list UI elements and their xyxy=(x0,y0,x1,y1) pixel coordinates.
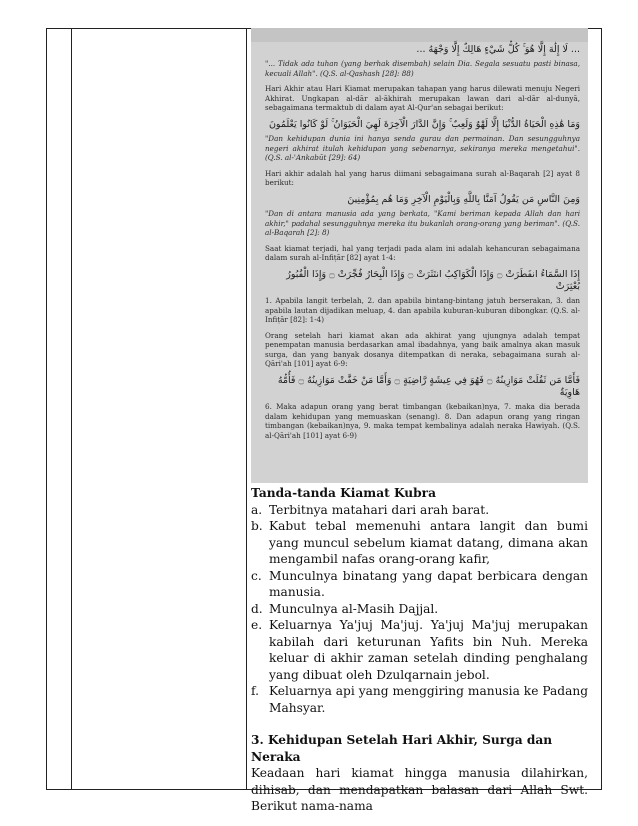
translation-4: 1. Apabila langit terbelah, 2. dan apabila bintang-bintang jatuh berserakan, 3. dan apabila lautan dijadikan meluap, 4. dan apabila kuburan-kuburan dibongkar. (Q.S. al-Infiṭār [82]: 1-4) xyxy=(265,295,580,325)
translation-3: "Dan di antara manusia ada yang berkata, "Kami beriman kepada Allah dan hari akhir," padahal sesungguhnya mereka itu bukanlah orang-orang yang beriman". (Q.S. al-Baqarah [2]: 8) xyxy=(265,208,580,238)
scan-paragraph-2: Hari akhir adalah hal yang harus diimani sebagaimana surah al-Baqarah [2] ayat 8 berikut: xyxy=(265,168,580,188)
list-item-text: Munculnya al-Masih Dajjal. xyxy=(269,601,439,616)
arabic-verse-3: وَمِنَ النَّاسِ مَن يَقُولُ آمَنَّا بِاللَّهِ وَبِالْيَوْمِ الْآخِرِ وَمَا هُم بِمُؤْمِنِينَ xyxy=(347,193,580,205)
list-item xyxy=(251,601,588,618)
arabic-verse-2: وَمَا هَٰذِهِ الْحَيَاةُ الدُّنْيَا إِلَّا لَهْوٌ وَلَعِبٌ ۚ وَإِنَّ الدَّارَ الْآخِرَةَ لَهِيَ الْحَيَوَانُ ۚ لَوْ كَانُوا يَعْلَمُونَ xyxy=(268,118,580,130)
scan-paragraph-4: Orang setelah hari kiamat akan ada akhirat yang ujungnya adalah tempat penempatan manusia berdasarkan amal ibadahnya, yang baik amalnya akan masuk surga, dan yang banyak dosanya ditempatkan di neraka, sebagaimana surah al-Qāri'ah [101] ayat 6-9: xyxy=(265,330,580,369)
translation-1: "... Tidak ada tuhan (yang berhak disembah) selain Dia. Segala sesuatu pasti binasa, kecuali Allah". (Q.S. al-Qashash [28]: 88) xyxy=(265,59,580,78)
section-3-paragraph: Keadaan hari kiamat hingga manusia dilahirkan, dihisab, dan mendapatkan balasan dari Allah Swt. Berikut nama-nama xyxy=(251,766,588,813)
list-marker: d. xyxy=(251,601,263,616)
kiamat-kubra-list xyxy=(251,502,588,717)
list-marker: b. xyxy=(251,519,263,533)
spacer xyxy=(251,716,588,732)
arabic-verse-4: إِذَا السَّمَاءُ انفَطَرَتْ ۝ وَإِذَا الْكَوَاكِبُ انتَثَرَتْ ۝ وَإِذَا الْبِحَارُ فُجِّرَتْ ۝ وَإِذَا الْقُبُورُ بُعْثِرَتْ xyxy=(286,268,580,292)
list-marker: c. xyxy=(251,568,262,583)
column-divider-1 xyxy=(71,29,72,789)
scan-text-block xyxy=(265,44,580,446)
scan-paragraph-3: Saat kiamat terjadi, hal yang terjadi pada alam ini adalah kehancuran sebagaimana dalam surah al-Infiṭār [82] ayat 1-4: xyxy=(265,243,580,263)
list-item xyxy=(251,617,588,683)
column-divider-2 xyxy=(246,29,247,789)
section-3-heading: 3. Kehidupan Setelah Hari Akhir, Surga dan Neraka xyxy=(251,733,553,764)
scan-paragraph-1: Hari Akhir atau Hari Kiamat merupakan tahapan yang harus dilewati menuju Negeri Akhirat. Ungkapan al-dār al-ākhirah merupakan lawan dari al-dār al-dunyā, sebagaimana termaktub di dalam ayat Al-Qur'an sebagai berikut: xyxy=(265,84,580,113)
list-item xyxy=(251,683,588,716)
list-item-text: Terbitnya matahari dari arah barat. xyxy=(269,502,490,517)
translation-2: "Dan kehidupan dunia ini hanya senda gurau dan permainan. Dan sesungguhnya negeri akhirat itulah kehidupan yang sebenarnya, sekiranya mereka mengetahui". (Q.S. al-'Ankabūt [29]: 64) xyxy=(265,133,580,163)
arabic-verse-5: فَأَمَّا مَن ثَقُلَتْ مَوَازِينُهُ ۝ فَهُوَ فِي عِيشَةٍ رَّاضِيَةٍ ۝ وَأَمَّا مَنْ خَفَّتْ مَوَازِينُهُ ۝ فَأُمُّهُ هَاوِيَةٌ xyxy=(277,375,580,399)
list-item xyxy=(251,502,588,519)
list-item xyxy=(251,568,588,601)
list-item xyxy=(251,518,588,568)
arabic-verse-1: ... لَا إِلَٰهَ إِلَّا هُوَ ۚ كُلُّ شَيْءٍ هَالِكٌ إِلَّا وَجْهَهُ ... xyxy=(416,44,580,55)
list-item-text: Kabut tebal memenuhi antara langit dan bumi yang muncul sebelum kiamat datang, dimana akan mengambil nafas orang-orang kafir, xyxy=(269,519,588,566)
list-item-text: Keluarnya api yang menggiring manusia ke Padang Mahsyar. xyxy=(269,684,588,715)
list-marker: a. xyxy=(251,502,263,517)
list-item-text: Keluarnya Ya'juj Ma'juj. Ya'juj Ma'juj merupakan kabilah dari keturunan Yafits bin Nuh. Mereka keluar di akhir zaman setelah dinding penghalang yang dibuat oleh Dzulqarnain jebol. xyxy=(269,618,588,682)
list-item-text: Munculnya binatang yang dapat berbicara dengan manusia. xyxy=(269,568,588,599)
translation-5: 6. Maka adapun orang yang berat timbangan (kebaikan)nya, 7. maka dia berada dalam kehidupan yang memuaskan (senang). 8. Dan adapun orang yang ringan timbangan (kebaikan)nya, 9. maka tempat kembalinya adalah neraka Hawiyah. (Q.S. al-Qāri'ah [101] ayat 6-9) xyxy=(265,402,580,440)
kiamat-kubra-heading: Tanda-tanda Kiamat Kubra xyxy=(251,486,436,500)
content-cell xyxy=(251,28,588,813)
scan-top-edge xyxy=(251,28,588,42)
list-marker: f. xyxy=(251,684,259,698)
list-marker: e. xyxy=(251,618,263,632)
typed-text-block xyxy=(251,485,588,815)
scanned-book-excerpt xyxy=(251,28,588,483)
